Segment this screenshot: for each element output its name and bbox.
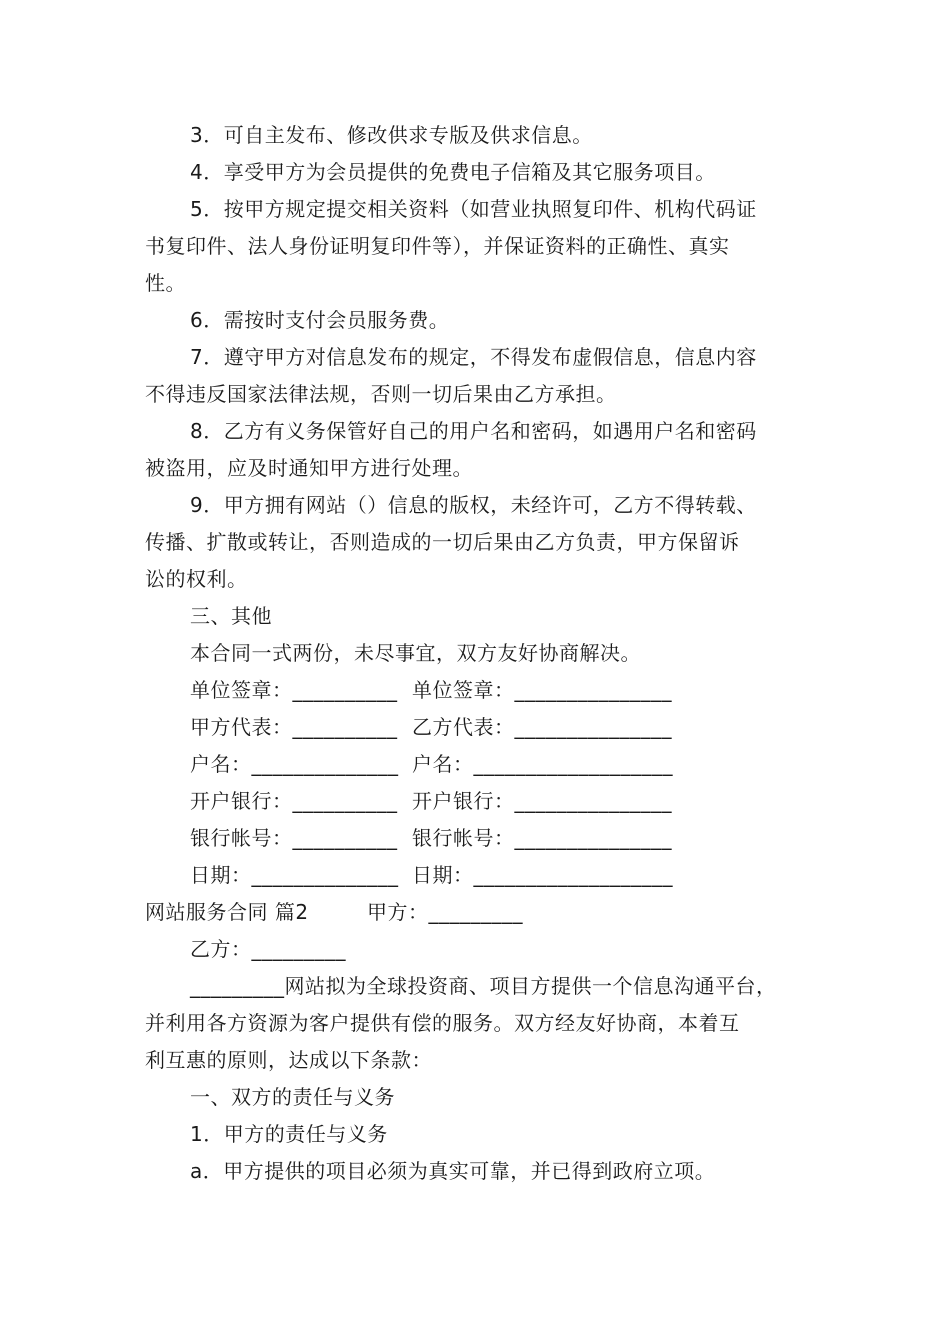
subsection-heading-party-a: 1．甲方的责任与义务 (190, 1122, 388, 1146)
signature-row (145, 746, 815, 783)
clause-9-line-1: 9．甲方拥有网站（）信息的版权，未经许可，乙方不得转载、 (190, 493, 757, 517)
signature-row (145, 857, 815, 894)
clause-8-line-1: 8．乙方有义务保管好自己的用户名和密码，如遇用户名和密码 (190, 419, 757, 443)
signature-left: 开户银行：__________ (190, 789, 398, 813)
party-b-field: 乙方：_________ (190, 937, 346, 961)
signature-left: 银行帐号：__________ (190, 826, 398, 850)
clause-6: 6．需按时支付会员服务费。 (190, 308, 450, 332)
clause-a: a．甲方提供的项目必须为真实可靠，并已得到政府立项。 (190, 1159, 716, 1183)
signature-right: 户名：___________________ (412, 752, 673, 776)
section-heading-duties: 一、双方的责任与义务 (190, 1085, 395, 1109)
signature-right: 乙方代表：_______________ (412, 715, 672, 739)
signature-row (145, 820, 815, 857)
closing-statement: 本合同一式两份，未尽事宜，双方友好协商解决。 (190, 641, 641, 665)
document-body (145, 117, 815, 1190)
clause-9-line-3: 讼的权利。 (145, 567, 248, 591)
signature-right: 单位签章：_______________ (412, 678, 672, 702)
signature-left: 甲方代表：__________ (190, 715, 398, 739)
party-a-field: 甲方：_________ (367, 900, 523, 924)
clause-4: 4．享受甲方为会员提供的免费电子信箱及其它服务项目。 (190, 160, 716, 184)
clause-3: 3．可自主发布、修改供求专版及供求信息。 (190, 123, 593, 147)
signature-row (145, 672, 815, 709)
signature-left: 单位签章：__________ (190, 678, 398, 702)
signature-right: 开户银行：_______________ (412, 789, 672, 813)
signature-right: 银行帐号：_______________ (412, 826, 672, 850)
contract-2-title-row (145, 894, 815, 931)
clause-7-line-1: 7．遵守甲方对信息发布的规定，不得发布虚假信息，信息内容 (190, 345, 757, 369)
signature-row (145, 709, 815, 746)
clause-8-line-2: 被盗用，应及时通知甲方进行处理。 (145, 456, 473, 480)
signature-left: 日期：______________ (190, 863, 399, 887)
clause-5-line-3: 性。 (145, 271, 186, 295)
clause-9-line-2: 传播、扩散或转让，否则造成的一切后果由乙方负责，甲方保留诉 (145, 530, 740, 554)
clause-5-line-2: 书复印件、法人身份证明复印件等），并保证资料的正确性、真实 (145, 234, 730, 258)
clause-5-line-1: 5．按甲方规定提交相关资料（如营业执照复印件、机构代码证 (190, 197, 757, 221)
preamble-line-1: _________网站拟为全球投资商、项目方提供一个信息沟通平台， (190, 974, 777, 998)
signature-row (145, 783, 815, 820)
signature-left: 户名：______________ (190, 752, 399, 776)
clause-7-line-2: 不得违反国家法律法规，否则一切后果由乙方承担。 (145, 382, 617, 406)
section-heading-other: 三、其他 (190, 604, 272, 628)
contract-2-title: 网站服务合同 篇2 (145, 900, 309, 924)
preamble-line-3: 利互惠的原则，达成以下条款： (145, 1048, 432, 1072)
signature-right: 日期：___________________ (412, 863, 673, 887)
preamble-line-2: 并利用各方资源为客户提供有偿的服务。双方经友好协商，本着互 (145, 1011, 740, 1035)
